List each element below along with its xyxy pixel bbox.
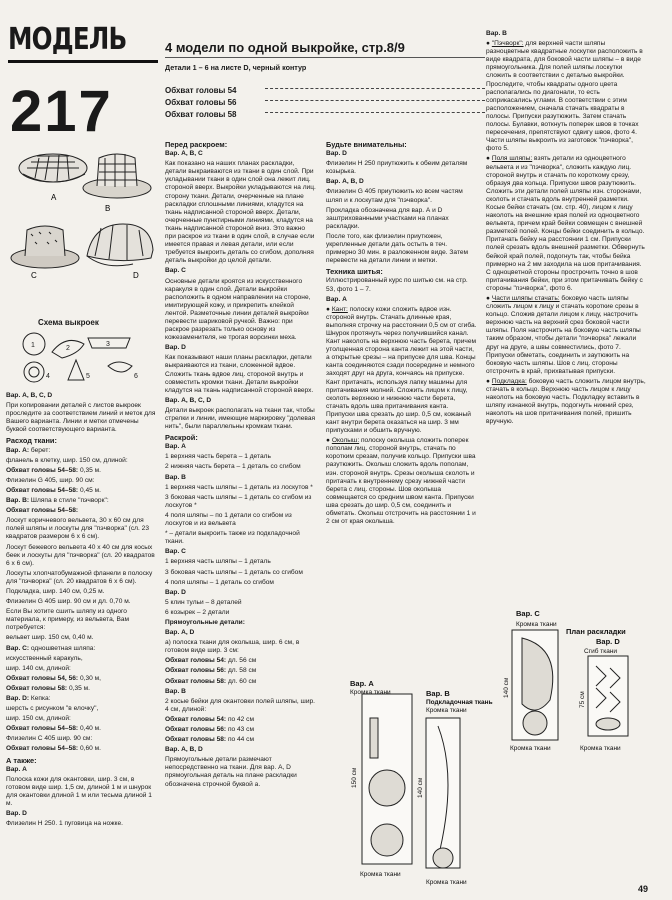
layout-diagrams (326, 608, 671, 893)
layout-d-dim: 75 см (579, 691, 586, 708)
col2-paragraph: Детали выкроек располагать на ткани так, чтобы стрелки и линии, имеющие маркировку "долевая нить", были параллельны кромкам ткани. (165, 406, 316, 431)
col1-paragraph: Обхват головы 54–58: 0,45 м. (6, 486, 101, 494)
col1-paragraph: Вар. А, В, С, D (6, 392, 53, 399)
layout-b-lining: Подкладочная ткань (426, 699, 493, 706)
col2-text (165, 141, 317, 789)
col2-paragraph: 6 козырек – 2 детали (165, 608, 230, 616)
article-title: 4 модели по одной выкройке, стр.8/9 (165, 40, 405, 55)
col3-paragraph: Будьте внимательны: Вар. D (326, 140, 407, 158)
layout-c-selvage-bottom: Кромка ткани (510, 745, 551, 752)
model-label: МОДЕЛЬ (8, 22, 127, 57)
col2-paragraph: Обхват головы 56: дл. 58 см (165, 667, 257, 675)
col2-paragraph: 3 боковая часть шляпы – 1 деталь со сгибом (165, 568, 303, 576)
col2-paragraph: Вар. А, В, D (165, 746, 203, 754)
col2-paragraph: Прямоугольные детали размечают непосредственно на ткани. Для вар. А, D прямоугольная деталь на плане раскладки обозначена строчной буквой а. (165, 756, 297, 788)
svg-text:3: 3 (106, 341, 110, 348)
col1-paragraph: Лоскуты хлопчатобумажной фланели в полоску для "пэчворка" (сл. 20 квадратов 6 х 6 см). (6, 569, 153, 585)
col2-paragraph: Обхват головы 56: по 43 см (165, 726, 255, 733)
col1-paragraph: вельвет шир. 150 см, 0,40 м. (6, 634, 94, 642)
col2-paragraph: Вар. А, D (165, 629, 195, 637)
column-2 (165, 138, 317, 898)
hat-c-drawing (11, 226, 79, 268)
col1-paragraph: Подкладка, шир. 140 см, 0,25 м. (6, 587, 105, 595)
svg-text:4: 4 (46, 373, 50, 380)
col2-paragraph: 2 косые бейки для окантовки полей шляпы, шир. 4 см, длиной: (165, 697, 316, 713)
col1-paragraph: Обхват головы 54–58: (6, 507, 79, 515)
col1-paragraph: Флизелин G 405 шир. 90 см и дл. 0,70 м. (6, 598, 131, 606)
col1-paragraph: Флизелин G 405, шир. 90 см: (6, 476, 95, 484)
column-1 (6, 392, 156, 892)
col1-paragraph: Лоскут коричневого вельвета, 30 х 60 см для полей шляпы и лоскуты для "пэчворка" (сл. 23 квадратов размером 6 х 6 см). (6, 517, 149, 541)
size-table (165, 80, 485, 119)
col4-paragraph: ● "Пэчворк": для верхней части шляпы разноцветные квадратные лоскутки расположить в виде квадрата, для боковой части шляпы – в виде прямоугольника. Для полей шляпы лоскутки сложить в соответствии с деталью выкройки. Проследите, чтобы квадраты одного цвета располагались по диагонали, то есть соприкасались углами. В соответствии с этим расположением, сначала стачать квадраты в полосы. Припуски разутюжить. Затем стачать полосы. Булавки, воткнуть поперек швов в точках пересечения, препятствуют сдвигу швов, фото 4. Части шляпы выкроить из заготовок "пэчворка", фото 5. (486, 40, 643, 153)
article-subtitle: Детали 1 – 6 на листе D, черный контур (165, 63, 307, 72)
col1-paragraph: шир. 150 см, длиной: (6, 715, 71, 723)
col1-paragraph: Если Вы хотите сшить шляпу из одного материала, к примеру, из вельвета, Вам потребуется: (6, 608, 130, 632)
layout-d-selvage: Кромка ткани (580, 745, 621, 752)
svg-text:5: 5 (86, 373, 90, 380)
col3-text (326, 141, 478, 526)
col1-paragraph: Флизелин С 405 шир. 90 см: (6, 735, 93, 743)
col1-paragraph: Полоска кожи для окантовки, шир. 3 см, в готовом виде шир. 1,5 см, длиной 1 м и шнурок для окантовки длиной 1 м или тесьма длиной 1 м. (6, 775, 152, 808)
col2-paragraph: Обхват головы 58: дл. 60 см (165, 677, 257, 685)
hat-d-drawing (87, 224, 153, 266)
layout-c-selvage: Кромка ткани (516, 621, 557, 628)
col2-paragraph: 1 верхняя часть шляпы – 1 деталь из лоскутов * (165, 483, 313, 491)
col1-paragraph: Обхват головы 54–58: 0,60 м. (6, 745, 101, 753)
col1-paragraph: Вар. D (6, 810, 27, 818)
col1-paragraph: Вар. D: Кепка: (6, 695, 51, 702)
col2-paragraph: 1 верхняя часть шляпы – 1 деталь (165, 558, 271, 566)
col3-paragraph: ● Околыш: полоску околыша сложить поперек пополам лиц. стороной внутрь, стачать по коротким срезам, получив кольцо. Припуски шва разутюжить. Околыш сложить вдоль пополам, изн. стороной внутрь. Срезы околыша сколоть и притачать к внутреннему срезу нижней части берета с лиц. стороны. Шов околыша совмещается со средним швом канта. Припуски шва срезать до шир. 0,5 см, соединить и обметать. Околыш отстрочить на расстоянии 1 и 2 см от края околыша. (326, 437, 476, 526)
col4-paragraph: ● Подкладка: боковую часть сложить лицом внутрь, стачать в кольцо. Верхнюю часть лицом к лицу наколоть на боковую часть. Подкладку вставить в шляпу изнанкой внутрь, подогнуть нижний срез, наколоть на шов притачивания полей, пришить вручную. (486, 377, 646, 426)
col3-paragraph: После того, как флизелин приутюжен, укрепленные детали дать остыть в теч. примерно 30 мин. в разложенном виде. Затем перевести на детали линии и метки. (326, 232, 469, 265)
col3-paragraph: Флизелин G 405 приутюжить ко всем частям шляп и к лоскутам для "пэчворка". (326, 188, 463, 204)
col2-paragraph: Прямоугольные детали: (165, 618, 245, 626)
layout-b-selvage-bottom: Кромка ткани (426, 879, 467, 886)
col2-paragraph: 1 верхняя часть берета – 1 деталь (165, 453, 271, 461)
col2-paragraph: Перед раскроем: Вар. А, В, С (165, 140, 228, 158)
size-56: Обхват головы 56 (165, 98, 237, 107)
col2-paragraph: Как показывают наши планы раскладки, детали выкраиваются из ткани, сложенной вдвое. Сложить ткань вдвое лиц. стороной внутрь и совместить кромки ткани. Детали выкройки кладутся на ткань надписанной стороной вверх. (165, 354, 314, 394)
page-number: 49 (638, 884, 649, 894)
col1-paragraph: Флизелин Н 250. 1 пуговица на ножке. (6, 820, 123, 828)
col2-paragraph: Вар. А, В, С, D (165, 396, 212, 404)
col1-text (6, 392, 156, 828)
layout-var-a: Вар. А (350, 679, 374, 688)
svg-text:1: 1 (31, 342, 35, 349)
col4-paragraph: ● Поля шляпы: взять детали из одноцветного вельвета и из "пэчворка", сложить каждую лиц. стороной внутрь и стачать по короткому срезу, образуя два кольца. Припуски швов разутюжить. Сложить эти детали полей шляпы изн. сторонами, сколоть и стачать вдоль внутренней разметки. Косые бейки стачать (см. стр. 40), лицом к лицу наколоть на внешние края полей из одноцветного вельвета, причем край бейки совмещен с внешней разметкой полей. Концы бейки соединить в кольцо. Притачать бейку на расстоянии 1 см. Припуски полей срезать вдоль внешней разметки. Обвернуть бейкой край полей, подогнуть так, чтобы бейка примерно на 2 мм заходила на шов притачивания. С одноцветной стороны прострочить точно в шов притачивания бейки, при этом притачивать бейку с стороны "пэчворка", фото 6. (486, 155, 645, 292)
layout-a-selvage-bottom: Кромка ткани (360, 871, 401, 878)
pattern-scheme (18, 330, 148, 385)
size-54: Обхват головы 54 (165, 86, 237, 95)
column-3 (326, 138, 478, 593)
layout-a-dim: 150 см (351, 767, 358, 788)
hat-illustrations (5, 138, 155, 338)
col4-text (486, 30, 646, 427)
col2-paragraph: Обхват головы 54: по 42 см (165, 715, 255, 723)
hat-a-drawing (19, 154, 87, 182)
col1-paragraph: искусственный каракуль, (6, 654, 83, 662)
col2-paragraph: 4 поля шляпы – 1 деталь со сгибом (165, 578, 274, 586)
col1-paragraph: А также: Вар. А (6, 755, 37, 773)
col1-paragraph: фланель в клетку, шир. 150 см, длиной: (6, 456, 128, 464)
col1-paragraph: Обхват головы 54, 56: 0,30 м, (6, 674, 101, 682)
col2-paragraph: Основные детали кроятся из искусственного каракуля в один слой. Детали выкройки расположить в одном направлении на стороне, имитирующей кожу, и прикрепить клейкой лентой. Разметочные линии деталей выкройки перевести шариковой ручкой. Важно: при раскрое разрезать только основу из кожезаменителя, не трогая ворсинки меха. (165, 277, 311, 342)
column-4 (486, 30, 646, 615)
col3-paragraph: Техника шитья: Иллюстрированный курс по шитью см. на стр. 53, фото 1 – 7. (326, 267, 468, 293)
col3-paragraph: Вар. А, В, D (326, 178, 364, 186)
layout-d-fold: Сгиб ткани (584, 648, 618, 655)
col2-paragraph: Вар. С (165, 267, 186, 275)
svg-text:2: 2 (66, 345, 70, 352)
layout-var-c: Вар. С (516, 609, 540, 618)
col2-paragraph: Как показано на наших планах раскладки, детали выкраиваются из ткани в один слой. При укладывании ткани в один слой она лежит лиц. стороной вверх. Выкройки укладываются на лиц. сторону ткани. Детали, очерченные на плане раскладки сплошными линиями, кладутся на ткань надписанной стороной вверх. Детали, очерченные пунктирными линиями, кладутся на ткань надписанной стороной вниз. Это важно при раскрое из ткани в один слой, в случае если имеется правая и левая детали, или если требуется выкроить деталь со сгибом, дополняя деталь выкройки до целой детали. (165, 160, 316, 265)
col2-paragraph: Вар. В (165, 687, 186, 695)
hat-b-drawing (83, 154, 151, 198)
col1-paragraph: При копировании деталей с листов выкроек проследите за соответствием линий и меток для Вашего варианта. Линии и метки отмечены буквой соответствующего варианта. (6, 402, 156, 434)
col1-paragraph: Вар. С: одношветная шляпа: (6, 644, 96, 652)
model-number: 217 (10, 79, 113, 144)
col3-paragraph: ● Кант: полоску кожи сложить вдвое изн. стороной внутрь. Стачать длинные края, выполняя строчку на расстоянии 0,5 см от сгиба. Шнурок протянуть через получившийся канал. Кант наколоть на верхнюю часть берета, причем утолщенная сторона канта лежит на этой части, а открытые срезы – на припуске для шва. Концы канта соединяются сзади посередине и немного заходят друг на друга, кончаясь на припуске. Кант притачать, используя лапку машины для притачивания молний. Сложить лицом к лицу, сколоть верхнюю и нижнюю части берета, стачать вдоль шва притачивания канта. Припуски шва срезать до шир. 0,5 см, кожаный кант внутри берета оказаться на шир. 3 мм припусками и обшить вручную. (326, 305, 477, 435)
col1-paragraph: Лоскут бежевого вельвета 40 х 40 см для косых беек и лоскуты для "пэчворка" (сл. 20 квадратов 6 х 6 см). (6, 543, 155, 567)
col3-paragraph: Флизелин Н 250 приутюжить к обеим деталям козырька. (326, 160, 468, 176)
col1-paragraph: Обхват головы 54–58: 0,35 м. (6, 466, 101, 474)
col1-paragraph: Обхват головы 54–58: 0,40 м. (6, 725, 101, 733)
layout-b-selvage: Кромка ткани (426, 707, 467, 714)
size-58: Обхват головы 58 (165, 110, 237, 119)
hat-d-label: D (133, 271, 139, 280)
layout-b-dim: 140 см (417, 777, 424, 798)
col2-paragraph: Обхват головы 58: по 44 см (165, 736, 255, 744)
col1-paragraph: шерсть с рисунком "в елочку", (6, 705, 99, 713)
col2-paragraph: 4 поля шляпы – по 1 детали со сгибом из лоскутов и из вельвета (165, 511, 292, 528)
hat-b-label: B (105, 204, 111, 213)
col2-paragraph: Вар. В (165, 473, 186, 481)
layout-cut-plan: План раскладки (566, 627, 626, 636)
col2-paragraph: 5 клин тульи – 8 деталей (165, 598, 242, 606)
layout-a-selvage: Кромка ткани (350, 689, 391, 696)
hat-a-label: A (51, 193, 57, 202)
col1-paragraph: шир. 140 см, длиной: (6, 664, 71, 672)
col2-paragraph: Вар. D (165, 588, 186, 596)
col2-paragraph: 3 боковая часть шляпы – 1 деталь со сгибом из лоскутов * (165, 493, 312, 509)
col2-paragraph: 2 нижняя часть берета – 1 деталь со сгибом (165, 463, 301, 471)
scheme-title: Схема выкроек (38, 318, 99, 327)
col1-paragraph: Обхват головы 58: 0,35 м. (6, 684, 90, 692)
col2-paragraph: Вар. D (165, 344, 186, 352)
layout-var-d: Вар. D (596, 637, 620, 646)
hat-c-label: C (31, 271, 37, 280)
col2-paragraph: Вар. С (165, 548, 186, 556)
col2-paragraph: а) полоска ткани для околыша, шир. 6 см, в готовом виде шир. 3 см: (165, 639, 300, 655)
col4-paragraph: ● Части шляпы стачать: боковую часть шляпы сложить лицом к лицу и стачать короткие срезы в кольцо. Сложив детали лицом к лицу, настрочить верхнюю часть на верхний срез боковой части шляпы. Поля настрочить на боковую часть шляпы таким образом, чтобы детали "пэчворка" лежали друг на друге, а швы совместились, фото 7. Припуски обметать, соединить и заутюжить на боковую часть шляпы. Шов с лиц. стороны отстрочить в край, прихватывая припуски. (486, 295, 641, 375)
layout-c-dim: 140 см (503, 677, 510, 698)
col2-paragraph: Раскрой: Вар. А (165, 433, 198, 451)
col3-paragraph: Прокладка обозначена для вар. А и D заштрихованными участками на планах раскладки. (326, 206, 449, 230)
layout-var-b: Вар. В (426, 689, 450, 698)
col1-paragraph: Вар. В: Шляпа в стиле "пэчворк": (6, 497, 109, 505)
title-rule (165, 57, 485, 58)
col1-paragraph: Расход ткани: Вар. А: берет: (6, 436, 57, 454)
col2-paragraph: Обхват головы 54: дл. 56 см (165, 657, 257, 665)
model-label-underline (8, 60, 158, 63)
col3-paragraph: Вар. А (326, 295, 347, 303)
svg-text:6: 6 (134, 373, 138, 380)
col4-paragraph: Вар. В (486, 30, 507, 37)
col2-paragraph: * – детали выкроить также из подкладочной ткани. (165, 530, 300, 546)
